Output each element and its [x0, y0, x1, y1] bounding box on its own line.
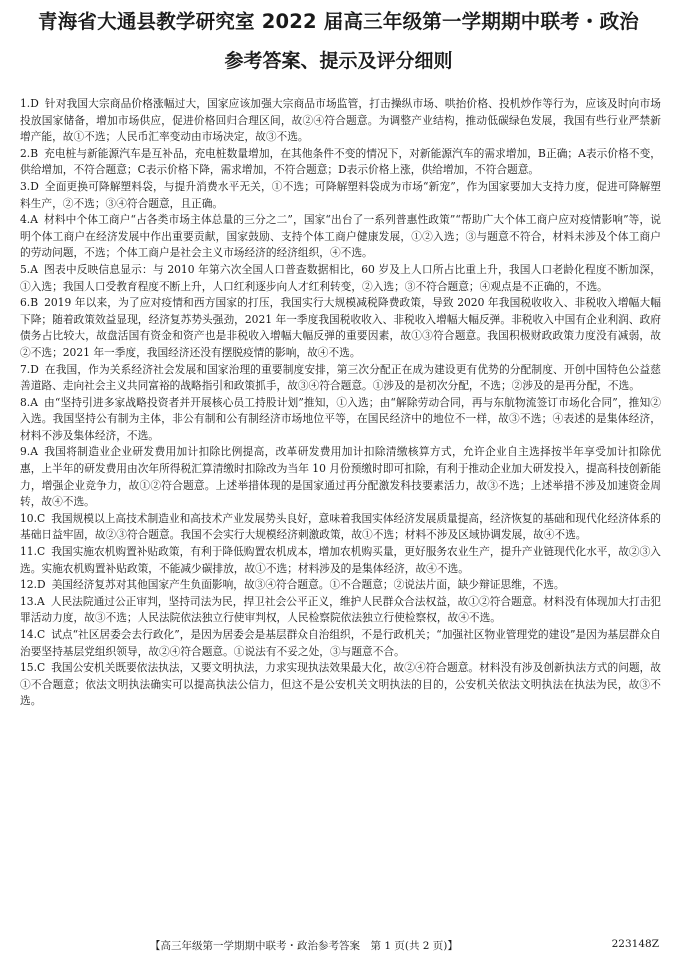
answer-item	[20, 262, 661, 295]
footer-page-info: 【高三年级第一学期期中联考・政治参考答案 第 1 页(共 2 页)】	[150, 940, 458, 952]
answer-explanation: 我国规模以上高技术制造业和高技术产业发展势头良好，意味着我国实体经济发展质量提高，经济恢复的基础和现代化经济体系的基础日益牢固，故②③符合题意。我国不会实行大规模经济刺激政策，故①不选；材料不涉及区域协调发展，故④不选。	[20, 511, 661, 542]
answer-item	[20, 96, 661, 146]
answer-number: 5.	[20, 262, 31, 276]
answer-number: 8.	[20, 395, 31, 409]
answer-item	[20, 444, 661, 510]
answer-explanation: 全面更换可降解塑料袋，与提升消费水平无关，①不选；可降解塑料袋成为市场“新宠”，作为国家要加大支持力度，促进可降解塑料生产，②不选；③④符合题意，且正确。	[20, 179, 661, 210]
page-title: 青海省大通县教学研究室 2022 届高三年级第一学期期中联考・政治	[38, 10, 639, 33]
answer-number: 12.	[20, 578, 37, 592]
answer-key: D	[30, 97, 39, 110]
answer-item	[20, 179, 661, 212]
answer-number: 6.	[20, 296, 31, 310]
answer-number: 4.	[20, 213, 31, 227]
answer-explanation: 2019 年以来，为了应对疫情和西方国家的打压，我国实行大规模减税降费政策，导致 2020 年我国税收收入、非税收入增幅大幅下降；随着政策效益显现，经济复苏势头强劲，2021 年一季度我国税收收入、非税收入增幅大幅反弹。非税收入中国有企业利润、政府债务占比较大，故盘活国有资金和资产也是非税收入增幅大幅反弹的重要因素，故①③符合题意。我国积极财政政策力度没有减弱，故②不选；2021 年一季度，我国经济还没有摆脱疫情的影响，故④不选。	[20, 296, 661, 359]
answer-explanation: 美国经济复苏对其他国家产生负面影响，故③④符合题意。①不合题意；②说法片面，缺少辩证思维，不选。	[51, 578, 565, 592]
answer-item	[20, 212, 661, 262]
answer-item	[20, 660, 661, 710]
answer-explanation: 材料中个体工商户“占各类市场主体总量的三分之二”，国家“出台了一系列普惠性政策”“帮助广大个体工商户应对疫情影响”等，说明个体工商户在经济发展中作出重要贡献，国家鼓励、支持个体工商户健康发展，①②入选；③与题意不符合，材料未涉及个体工商户的劳动问题，不选；个体工商户是社会主义市场经济的经济组织，④不选。	[20, 213, 661, 260]
answer-explanation: 人民法院通过公正审判，坚持司法为民，捍卫社会公平正义，维护人民群众合法权益，故①②符合题意。材料没有体现加大打击犯罪活动力度，故③不选；人民法院依法独立行使审判权，人民检察院依法独立行使检察权，故④不选。	[20, 594, 661, 625]
answer-key: C	[37, 511, 46, 525]
footer-doc-code: 223148Z	[611, 938, 659, 950]
answer-number: 10.	[20, 511, 37, 525]
answer-explanation: 图表中反映信息显示：与 2010 年第六次全国人口普查数据相比，60 岁及上人口所占比重上升，我国人口老龄化程度不断加深，①入选；我国人口受教育程度不断上升，人口红利逐步向人才红利转变，②入选；③不符合题意；④观点是不正确的，不选。	[20, 262, 661, 293]
answer-number: 7.	[20, 362, 31, 376]
answer-key: D	[30, 362, 39, 376]
answer-key: C	[37, 661, 46, 675]
answer-number: 15.	[20, 661, 37, 675]
answer-number: 1.	[20, 97, 31, 110]
answer-key: A	[30, 262, 38, 276]
answer-number: 3.	[20, 179, 31, 193]
answer-key: C	[37, 545, 46, 559]
answer-number: 9.	[20, 445, 31, 459]
page-subtitle: 参考答案、提示及评分细则	[224, 50, 453, 72]
answer-number: 14.	[20, 628, 37, 641]
answer-item	[20, 594, 661, 627]
answer-key: A	[30, 445, 38, 459]
answer-explanation: 在我国，作为关系经济社会发展和国家治理的重要制度安排，第三次分配正在成为建设更有优势的分配制度、开创中国特色公益慈善道路、走向社会主义共同富裕的战略指引和政策抓手，故③④符合题意。①涉及的是初次分配，不选；②涉及的是再分配，不选。	[20, 362, 661, 393]
answer-key: C	[37, 628, 46, 641]
answer-item	[20, 511, 661, 544]
answer-item	[20, 627, 661, 660]
answer-key: B	[30, 146, 39, 160]
answer-explanation: 我国实施农机购置补贴政策，有利于降低购置农机成本，增加农机购买量，更好服务农业生产，提升产业链现代化水平，故②③入选。实施农机购置补贴政策，不能减少碳排放，故①不选；材料涉及的是集体经济，故④不选。	[20, 545, 661, 575]
answer-list	[20, 96, 661, 710]
answer-key: D	[37, 578, 46, 592]
answer-number: 2.	[20, 146, 31, 160]
answer-item	[20, 395, 661, 445]
answer-item	[20, 577, 661, 594]
answer-explanation: 充电桩与新能源汽车是互补品，充电桩数量增加，在其他条件不变的情况下，对新能源汽车的需求增加，B正确；A表示价格不变，供给增加，不符合题意；C表示价格下降，需求增加，不符合题意；D表示价格上涨，供给增加，不符合题意。	[20, 146, 661, 177]
answer-explanation: 试点“社区居委会去行政化”，是因为居委会是基层群众自治组织，不是行政机关；“加强社区物业管理党的建设”是因为基层群众自治要坚持基层党组织领导，故②④符合题意。①说法有不妥之处，③与题意不合。	[20, 628, 661, 658]
answer-number: 13.	[20, 594, 37, 608]
answer-explanation: 针对我国大宗商品价格涨幅过大，国家应该加强大宗商品市场监管，打击操纵市场、哄抬价格、投机炒作等行为，应该及时向市场投放国家储备，增加市场供应，促进价格回归合理区间，故②④符合题意。为调整产业结构，推动低碳绿色发展，我国有些行业严禁新增产能，故①不选；人民币汇率变动由市场决定，故③不选。	[20, 97, 661, 144]
answer-explanation: 我国将制造业企业研发费用加计扣除比例提高，改革研发费用加计扣除清缴核算方式，允许企业自主选择按半年享受加计扣除优惠，上半年的研发费用由次年所得税汇算清缴时扣除改为当年 10 月份预缴时即可扣除，有利于推动企业加大研发投入，提高科技创新能力，增强企业竞争力，故①②符合题意。上述举措体现的是国家通过再分配激发科技要素活力，故③不选；上述举措不涉及加速资金周转，故④不选。	[20, 445, 661, 509]
answer-explanation: 我国公安机关既要依法执法，又要文明执法，力求实现执法效果最大化，故②④符合题意。材料没有涉及创新执法方式的问题，故①不合题意；依法文明执法确实可以提高执法公信力，但这不是公安机关文明执法的目的，公安机关依法文明执法在执法为民，故③不选。	[20, 661, 661, 708]
answer-item	[20, 146, 661, 179]
answer-key: D	[30, 179, 39, 193]
answer-key: A	[30, 395, 38, 409]
answer-number: 11.	[20, 545, 37, 559]
answer-item	[20, 362, 661, 395]
answer-key: A	[30, 213, 38, 227]
answer-key: B	[30, 296, 39, 310]
answer-key: A	[37, 594, 45, 608]
answer-explanation: 由“坚持引进多家战略投资者并开展核心员工持股计划”推知，①入选；由“解除劳动合同，再与东航物流签订市场化合同”，推知②入选。我国坚持公有制为主体，非公有制和公有制经济市场地位平等，在国民经济中的地位不一样，故③不选；④表述的是集体经济，材料不涉及集体经济，不选。	[20, 395, 661, 442]
answer-item	[20, 295, 661, 361]
answer-item	[20, 544, 661, 577]
